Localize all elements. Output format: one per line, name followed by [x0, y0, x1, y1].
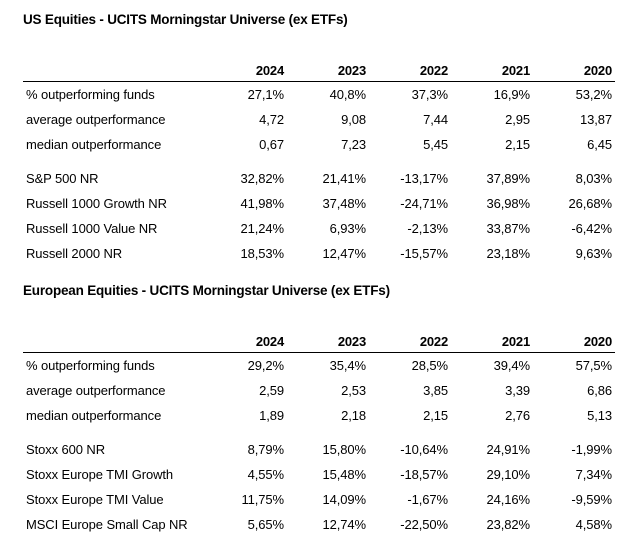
table-row	[23, 216, 615, 241]
value-cell: 7,23	[341, 137, 366, 152]
value-cell: 12,74%	[322, 517, 366, 532]
value-cell: 0,67	[259, 137, 284, 152]
year-header: 2020	[533, 54, 615, 82]
value-cell: -13,17%	[400, 171, 448, 186]
us-equities-performance-table	[23, 54, 615, 266]
us-equities-section	[23, 12, 632, 266]
year-header-row	[23, 54, 615, 82]
year-header: 2023	[287, 54, 369, 82]
table-row	[23, 487, 615, 512]
row-label: % outperforming funds	[26, 87, 155, 102]
year-header: 2021	[451, 325, 533, 353]
value-cell: 11,75%	[241, 492, 284, 507]
value-cell: 3,85	[423, 383, 448, 398]
value-cell: 7,34%	[575, 467, 612, 482]
value-cell: 5,65%	[247, 517, 284, 532]
row-label: Stoxx Europe TMI Growth	[26, 467, 174, 482]
table-row	[23, 241, 615, 266]
value-cell: 8,03%	[575, 171, 612, 186]
value-cell: 37,3%	[411, 87, 448, 102]
year-header: 2024	[205, 325, 287, 353]
year-header-row	[23, 325, 615, 353]
value-cell: 9,08	[341, 112, 366, 127]
group-spacer	[23, 157, 615, 166]
year-header: 2022	[369, 54, 451, 82]
value-cell: -1,99%	[571, 442, 612, 457]
row-label: MSCI Europe Small Cap NR	[26, 517, 188, 532]
value-cell: 23,18%	[486, 246, 530, 261]
value-cell: 36,98%	[486, 196, 530, 211]
value-cell: 15,48%	[322, 467, 366, 482]
value-cell: 21,41%	[322, 171, 366, 186]
value-cell: 21,24%	[240, 221, 284, 236]
year-header: 2023	[287, 325, 369, 353]
table-row	[23, 378, 615, 403]
table-row	[23, 107, 615, 132]
row-label: % outperforming funds	[26, 358, 155, 373]
value-cell: 16,9%	[493, 87, 530, 102]
value-cell: 37,89%	[486, 171, 530, 186]
value-cell: -24,71%	[400, 196, 448, 211]
value-cell: 7,44	[423, 112, 448, 127]
row-label-header	[23, 325, 205, 353]
value-cell: 8,79%	[247, 442, 284, 457]
value-cell: 39,4%	[493, 358, 530, 373]
table-row	[23, 462, 615, 487]
value-cell: 6,86	[587, 383, 612, 398]
value-cell: 37,48%	[322, 196, 366, 211]
value-cell: 6,45	[587, 137, 612, 152]
table-row	[23, 437, 615, 462]
value-cell: 27,1%	[247, 87, 284, 102]
table-row	[23, 191, 615, 216]
row-label: Russell 1000 Growth NR	[26, 196, 167, 211]
european-equities-performance-table	[23, 325, 615, 537]
value-cell: 35,4%	[329, 358, 366, 373]
european-equities-section	[23, 283, 632, 537]
year-header: 2020	[533, 325, 615, 353]
value-cell: -9,59%	[571, 492, 612, 507]
value-cell: -22,50%	[400, 517, 448, 532]
value-cell: 14,09%	[322, 492, 366, 507]
value-cell: 5,13	[587, 408, 612, 423]
table-row	[23, 82, 615, 108]
value-cell: 4,58%	[575, 517, 612, 532]
value-cell: 26,68%	[568, 196, 612, 211]
row-label-header	[23, 54, 205, 82]
value-cell: 2,95	[505, 112, 530, 127]
table-row	[23, 166, 615, 191]
row-label: median outperformance	[26, 137, 162, 152]
value-cell: 29,10%	[486, 467, 530, 482]
value-cell: -6,42%	[571, 221, 612, 236]
us-equities-section-title: US Equities - UCITS Morningstar Universe (ex ETFs)	[23, 12, 348, 27]
value-cell: 18,53%	[240, 246, 284, 261]
value-cell: 40,8%	[329, 87, 366, 102]
value-cell: 5,45	[423, 137, 448, 152]
value-cell: -2,13%	[407, 221, 448, 236]
value-cell: 4,72	[259, 112, 284, 127]
table-row	[23, 132, 615, 157]
year-header: 2022	[369, 325, 451, 353]
row-label: average outperformance	[26, 383, 166, 398]
row-label: average outperformance	[26, 112, 166, 127]
value-cell: 28,5%	[411, 358, 448, 373]
group-spacer-cell	[23, 428, 615, 437]
row-label: median outperformance	[26, 408, 162, 423]
value-cell: -10,64%	[400, 442, 448, 457]
value-cell: 3,39	[505, 383, 530, 398]
value-cell: 13,87	[579, 112, 612, 127]
value-cell: 53,2%	[575, 87, 612, 102]
row-label: Stoxx Europe TMI Value	[26, 492, 164, 507]
table-row	[23, 403, 615, 428]
value-cell: 2,53	[341, 383, 366, 398]
value-cell: 2,15	[505, 137, 530, 152]
value-cell: 24,91%	[486, 442, 530, 457]
value-cell: 24,16%	[486, 492, 530, 507]
value-cell: 4,55%	[247, 467, 284, 482]
value-cell: 15,80%	[322, 442, 366, 457]
value-cell: 23,82%	[486, 517, 530, 532]
value-cell: 9,63%	[575, 246, 612, 261]
year-header: 2024	[205, 54, 287, 82]
row-label: Stoxx 600 NR	[26, 442, 106, 457]
value-cell: 1,89	[259, 408, 284, 423]
group-spacer-cell	[23, 157, 615, 166]
row-label: S&P 500 NR	[26, 171, 99, 186]
value-cell: 57,5%	[575, 358, 612, 373]
row-label: Russell 1000 Value NR	[26, 221, 158, 236]
value-cell: 2,59	[259, 383, 284, 398]
value-cell: 29,2%	[247, 358, 284, 373]
value-cell: 41,98%	[240, 196, 284, 211]
table-row	[23, 512, 615, 537]
value-cell: 2,18	[341, 408, 366, 423]
group-spacer	[23, 428, 615, 437]
value-cell: 12,47%	[322, 246, 366, 261]
row-label: Russell 2000 NR	[26, 246, 123, 261]
table-row	[23, 353, 615, 379]
value-cell: 2,15	[423, 408, 448, 423]
value-cell: -18,57%	[400, 467, 448, 482]
value-cell: -1,67%	[407, 492, 448, 507]
value-cell: 2,76	[505, 408, 530, 423]
value-cell: -15,57%	[400, 246, 448, 261]
year-header: 2021	[451, 54, 533, 82]
value-cell: 33,87%	[486, 221, 530, 236]
value-cell: 32,82%	[240, 171, 284, 186]
value-cell: 6,93%	[329, 221, 366, 236]
european-equities-section-title: European Equities - UCITS Morningstar Universe (ex ETFs)	[23, 283, 390, 298]
